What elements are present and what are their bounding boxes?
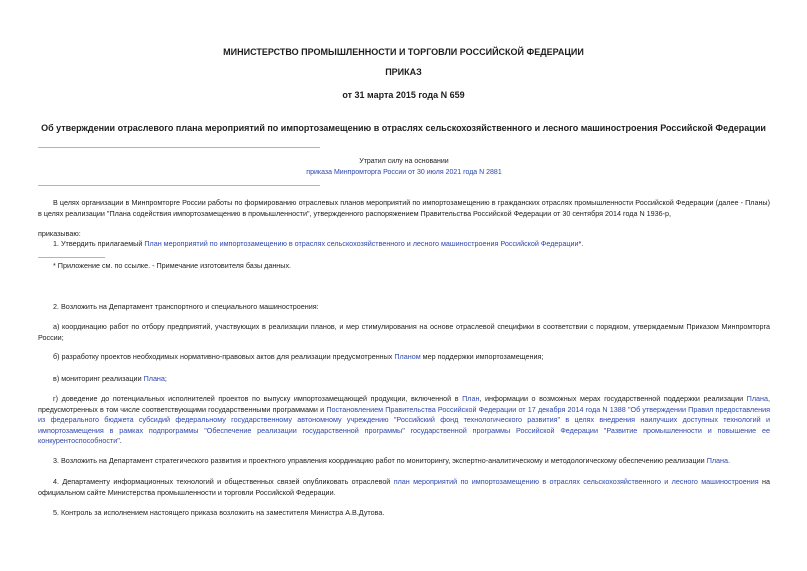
status-divider-bottom xyxy=(38,185,320,186)
sub-item-v xyxy=(38,374,770,385)
sub-item-g-text-1: г) доведение до потенциальных исполнителей проектов по выпуску импортозамещающей продукции, включенной в xyxy=(53,394,463,403)
sub-item-g-text-2: , информации о возможных мерах государственной поддержки реализации xyxy=(479,394,747,403)
order-word: приказываю: xyxy=(38,229,81,238)
sub-item-v-tail: ; xyxy=(164,374,167,383)
plan-link[interactable]: Плана xyxy=(143,374,165,383)
plan-link[interactable]: План мероприятий по импортозамещению в отраслях сельскохозяйственного и лесного машиностроения Российской Федерации xyxy=(144,239,579,248)
sector-plan-link[interactable]: план мероприятий по импортозамещению в отраслях сельскохозяйственного и лесного машиностроения xyxy=(393,477,759,486)
repeal-order-link[interactable]: приказа Минпромторга России от 30 июля 2021 года N 2881 xyxy=(306,169,502,176)
order-item-5: 5. Контроль за исполнением настоящего приказа возложить на заместителя Министра А.В.Дутова. xyxy=(53,508,385,517)
order-item-2: 2. Возложить на Департамент транспортного и специального машиностроения: xyxy=(53,302,319,311)
sub-item-b-tail: мер поддержки импортозамещения; xyxy=(420,352,544,361)
doc-date: от 31 марта 2015 года N 659 xyxy=(342,90,465,100)
doc-type: ПРИКАЗ xyxy=(385,67,422,77)
order-item-4-text: 4. Департаменту информационных технологий и общественных связей опубликовать отраслевой xyxy=(53,477,394,486)
preamble: В целях организации в Минпромторге России работы по формированию отраслевых планов мероприятий по импортозамещению в гражданских отраслях промышленности Российской Федерации (далее - Планы) в целях реализации "Плана содействия импортозамещению в промышленности", утвержденного распоряжением Правительства Российской Федерации от 30 сентября 2014 года N 1936-р, xyxy=(38,198,770,218)
sub-item-b-text: б) разработку проектов необходимых нормативно-правовых актов для реализации предусмотренных xyxy=(53,352,395,361)
sub-item-g-text-3: , предусмотренных в том числе соответствующими государственными программами и xyxy=(38,394,770,414)
doc-subject: Об утверждении отраслевого плана мероприятий по импортозамещению в отраслях сельскохозяйственного и лесного машиностроения Российской Федерации xyxy=(41,123,766,133)
sub-item-a: а) координацию работ по отбору предприятий, участвующих в реализации планов, и мер стимулирования на основе отраслевой специфики в соответствии с порядком, утверждаемым Приказом Минпромторга России; xyxy=(38,322,770,342)
plan-link[interactable]: План xyxy=(462,394,480,403)
order-item-3-text: 3. Возложить на Департамент стратегического развития и проектного управления координацию работ по мониторингу, экспертно-аналитическому и методологическому обеспечению реализации xyxy=(53,456,707,465)
status-note xyxy=(38,168,770,179)
sub-item-g xyxy=(38,394,770,447)
status-divider-top xyxy=(38,147,320,148)
order-item-1-tail: *. xyxy=(578,239,584,248)
order-item-3 xyxy=(38,456,770,467)
plan-link[interactable]: Плана xyxy=(706,456,729,465)
sub-item-g-tail: . xyxy=(119,436,122,445)
status-note-label: Утратил силу на основании xyxy=(359,158,449,165)
footnote-divider xyxy=(38,257,105,258)
plan-link[interactable]: Планом xyxy=(394,352,421,361)
order-item-1-text: 1. Утвердить прилагаемый xyxy=(53,239,145,248)
sub-item-b xyxy=(38,352,770,363)
plan-link[interactable]: Плана xyxy=(746,394,768,403)
government-resolution-link[interactable]: Постановлением Правительства Российской Федерации от 17 декабря 2014 года N 1388 "Об утверждении Правил предоставления из федерального бюджета субсидий федеральному государственному автономному учреждению "Российский фонд технологического развития" в целях внедрения наилучших доступных технологий и импортозамещения в рамках подпрограммы "Обеспечение реализации государственной программы" государственной программы Российской Федерации "Развитие промышленности и повышение ее конкурентоспособности" xyxy=(38,404,770,445)
sub-item-v-text: в) мониторинг реализации xyxy=(53,374,144,383)
order-item-4-tail: на официальном сайте Министерства промышленности и торговли Российской Федерации. xyxy=(38,477,771,497)
ministry-name: МИНИСТЕРСТВО ПРОМЫШЛЕННОСТИ И ТОРГОВЛИ РОССИЙСКОЙ ФЕДЕРАЦИИ xyxy=(223,47,584,57)
footnote: * Приложение см. по ссылке. - Примечание изготовителя базы данных. xyxy=(53,261,292,270)
order-item-1 xyxy=(38,239,770,250)
order-item-4 xyxy=(38,477,770,498)
order-item-3-tail: . xyxy=(728,456,731,465)
